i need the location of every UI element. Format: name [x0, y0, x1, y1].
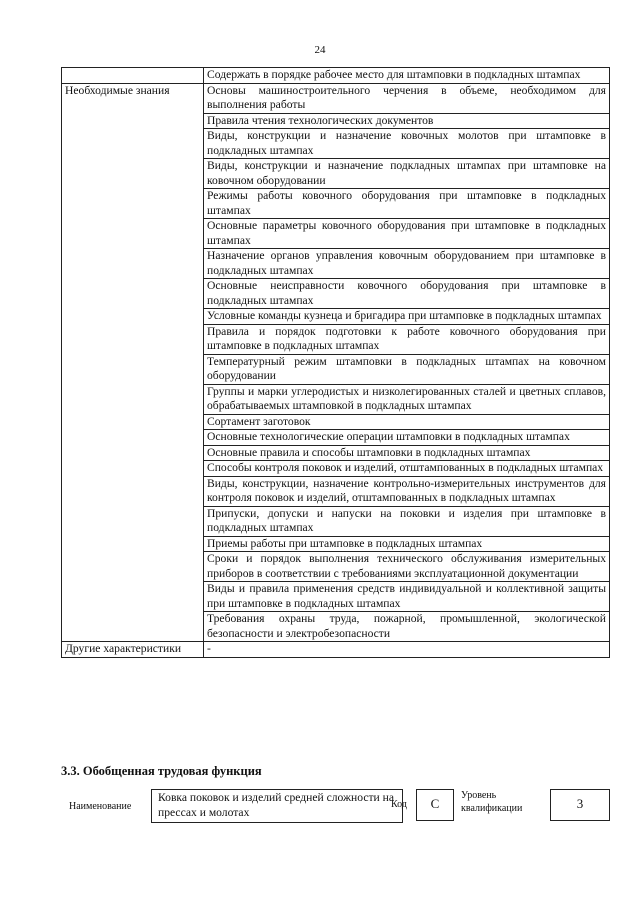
row-text: Правила и порядок подготовки к работе ковочного оборудования при штамповке в подкладных штампах [204, 324, 610, 354]
row-text: Основные технологические операции штамповки в подкладных штампах [204, 430, 610, 446]
section-title: 3.3. Обобщенная трудовая функция [61, 764, 262, 778]
table-row [62, 83, 610, 113]
row-text: Виды и правила применения средств индивидуальной и коллективной защиты при штамповке в подкладных штампах [204, 582, 610, 612]
knowledge-table [61, 67, 610, 658]
row-text: Припуски, допуски и напуски на поковки и изделия при штамповке в подкладных штампах [204, 506, 610, 536]
row-text: Сортамент заготовок [204, 414, 610, 430]
row-text: Условные команды кузнеца и бригадира при штамповке в подкладных штампах [204, 309, 610, 325]
code-label: Код [391, 799, 407, 810]
page-number: 24 [314, 44, 326, 56]
row-text: Режимы работы ковочного оборудования при штамповке в подкладных штампах [204, 189, 610, 219]
code-value: С [416, 789, 454, 821]
table-row [62, 68, 610, 84]
row-text: Способы контроля поковок и изделий, отштампованных в подкладных штампах [204, 461, 610, 477]
row-text: Виды, конструкции, назначение контрольно-измерительных инструментов для контроля поковок и изделий, отштампованных в подкладных штампах [204, 476, 610, 506]
row-text: Правила чтения технологических документов [204, 113, 610, 129]
level-label: Уровень квалификации [461, 790, 523, 814]
row-label [62, 68, 204, 84]
row-text: Назначение органов управления ковочным оборудованием при штамповке в подкладных штампах [204, 249, 610, 279]
row-text: Виды, конструкции и назначение ковочных молотов при штамповке в подкладных штампах [204, 129, 610, 159]
row-text: - [204, 642, 610, 658]
row-text: Основные правила и способы штамповки в подкладных штампах [204, 445, 610, 461]
table-row [62, 642, 610, 658]
row-text: Содержать в порядке рабочее место для штамповки в подкладных штампах [204, 68, 610, 84]
level-value: 3 [550, 789, 610, 821]
row-text: Группы и марки углеродистых и низколегированных сталей и цветных сплавов, обрабатываемых штамповкой в подкладных штампах [204, 384, 610, 414]
row-text: Температурный режим штамповки в подкладных штампах на ковочном оборудовании [204, 354, 610, 384]
row-text: Основы машиностроительного черчения в объеме, необходимом для выполнения работы [204, 83, 610, 113]
function-row [61, 789, 621, 829]
row-label: Другие характеристики [62, 642, 204, 658]
row-text: Сроки и порядок выполнения технического обслуживания измерительных приборов в соответствии с требованиями эксплуатационной документации [204, 552, 610, 582]
row-text: Основные неисправности ковочного оборудования при штамповке в подкладных штампах [204, 279, 610, 309]
row-text: Приемы работы при штамповке в подкладных штампах [204, 536, 610, 552]
row-text: Виды, конструкции и назначение подкладных штампах при штамповке на ковочном оборудовании [204, 159, 610, 189]
row-label: Необходимые знания [62, 83, 204, 642]
row-text: Требования охраны труда, пожарной, промышленной, экологической безопасности и электробезопасности [204, 612, 610, 642]
knowledge-table-body [62, 68, 610, 658]
row-text: Основные параметры ковочного оборудования при штамповке в подкладных штампах [204, 219, 610, 249]
name-label: Наименование [69, 801, 132, 812]
name-value: Ковка поковок и изделий средней сложности на прессах и молотах [151, 789, 403, 823]
